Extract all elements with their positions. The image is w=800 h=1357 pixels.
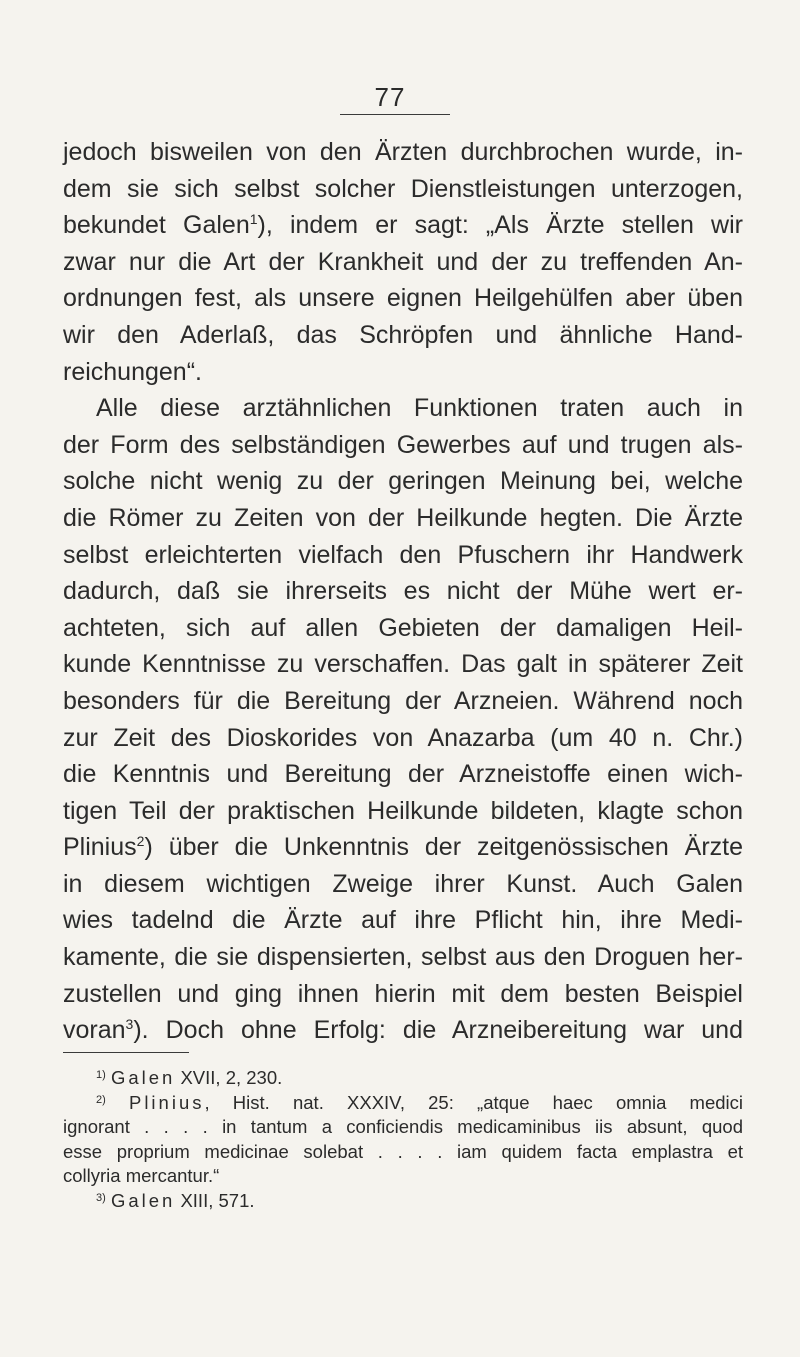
footnote-1 — [63, 1066, 743, 1091]
text-line: kamente, die sie dispensierten, selbst aus den Droguen her- — [63, 943, 743, 972]
text-line: achteten, sich auf allen Gebieten der damaligen Heil- — [63, 613, 743, 642]
text-line: solche nicht wenig zu der geringen Meinung bei, welche — [63, 467, 743, 496]
page-number-rule — [340, 114, 450, 115]
text-fragment: ), indem er sagt: „Als Ärzte stellen wir — [257, 211, 743, 240]
text-fragment: ). Doch ohne Erfolg: die Arzneibereitung war und — [133, 1016, 743, 1045]
text-line: wir den Aderlaß, das Schröpfen und ähnliche Hand- — [63, 320, 743, 349]
text-fragment: voran — [63, 1016, 126, 1045]
footnote-marker: 3 — [96, 1191, 103, 1204]
text-line: besonders für die Bereitung der Arzneien. Während noch — [63, 686, 743, 715]
text-fragment: ) über die Unkenntnis der zeitgenössischen Ärzte — [144, 833, 743, 862]
text-line: Alle diese arztähnlichen Funktionen traten auch in — [96, 394, 743, 423]
text-line: die Römer zu Zeiten von der Heilkunde hegten. Die Ärzte — [63, 503, 743, 532]
footnote-reference[interactable]: 2 — [136, 833, 145, 850]
footnote-marker-paren: ) — [102, 1093, 106, 1106]
text-line — [63, 1012, 743, 1049]
text-line: zur Zeit des Dioskorides von Anazarba (um 40 n. Chr.) — [63, 723, 743, 752]
footnote-2-line: esse proprium medicinae solebat . . . . iam quidem facta emplastra et — [63, 1140, 743, 1162]
footnote-reference[interactable]: 1 — [249, 211, 258, 228]
text-line: jedoch bisweilen von den Ärzten durchbrochen wurde, in- — [63, 138, 743, 166]
footnote-text: , Hist. nat. XXXIV, 25: „atque haec omnia medici — [204, 1091, 743, 1113]
text-line: zustellen und ging ihnen hierin mit dem besten Beispiel — [63, 979, 743, 1008]
footnote-author: Galen — [110, 1189, 176, 1211]
footnote-3 — [63, 1189, 743, 1214]
text-line: ordnungen fest, als unsere eignen Heilgehülfen aber üben — [63, 284, 743, 313]
text-line — [63, 829, 743, 866]
text-line — [63, 207, 743, 244]
text-line: in diesem wichtigen Zweige ihrer Kunst. Auch Galen — [63, 869, 743, 898]
text-line: tigen Teil der praktischen Heilkunde bildeten, klagte schon — [63, 796, 743, 825]
footnote-marker-paren: ) — [102, 1069, 106, 1081]
footnote-2-line: collyria mercantur.“ — [63, 1165, 220, 1186]
footnote-text: XVII, 2, 230. — [175, 1067, 283, 1088]
footnote-2-line: ignorant . . . . in tantum a conficiendis medicaminibus iis absunt, quod — [63, 1116, 743, 1137]
page-number: 77 — [374, 82, 406, 112]
footnote-marker: 2 — [96, 1093, 103, 1106]
footnote-separator — [63, 1052, 189, 1053]
footnote-author: Plinius — [128, 1091, 205, 1113]
text-line: dem sie sich selbst solcher Dienstleistungen unterzogen, — [63, 174, 743, 203]
text-line: kunde Kenntnisse zu verschaffen. Das galt in späterer Zeit — [63, 650, 743, 679]
footnote-marker-paren: ) — [102, 1191, 106, 1204]
footnote-author: Galen — [110, 1067, 176, 1088]
text-fragment: Plinius — [63, 833, 137, 862]
text-line: reichungen“. — [63, 357, 202, 386]
footnotes — [63, 1066, 743, 1213]
footnote-2 — [63, 1091, 743, 1116]
text-line: selbst erleichterten vielfach den Pfuschern ihr Handwerk — [63, 540, 743, 569]
text-line: wies tadelnd die Ärzte auf ihre Pflicht hin, ihre Medi- — [63, 906, 743, 935]
footnote-reference[interactable]: 3 — [125, 1016, 134, 1033]
footnote-marker: 1 — [96, 1069, 103, 1081]
footnote-text: XIII, 571. — [175, 1189, 255, 1211]
text-line: zwar nur die Art der Krankheit und der zu treffenden An- — [63, 247, 743, 276]
text-line: der Form des selbständigen Gewerbes auf und trugen als- — [63, 430, 743, 459]
text-fragment: bekundet Galen — [63, 211, 250, 240]
text-line: dadurch, daß sie ihrerseits es nicht der Mühe wert er- — [63, 577, 743, 606]
text-line: die Kenntnis und Bereitung der Arzneistoffe einen wich- — [63, 760, 743, 789]
body-text — [63, 134, 743, 1049]
